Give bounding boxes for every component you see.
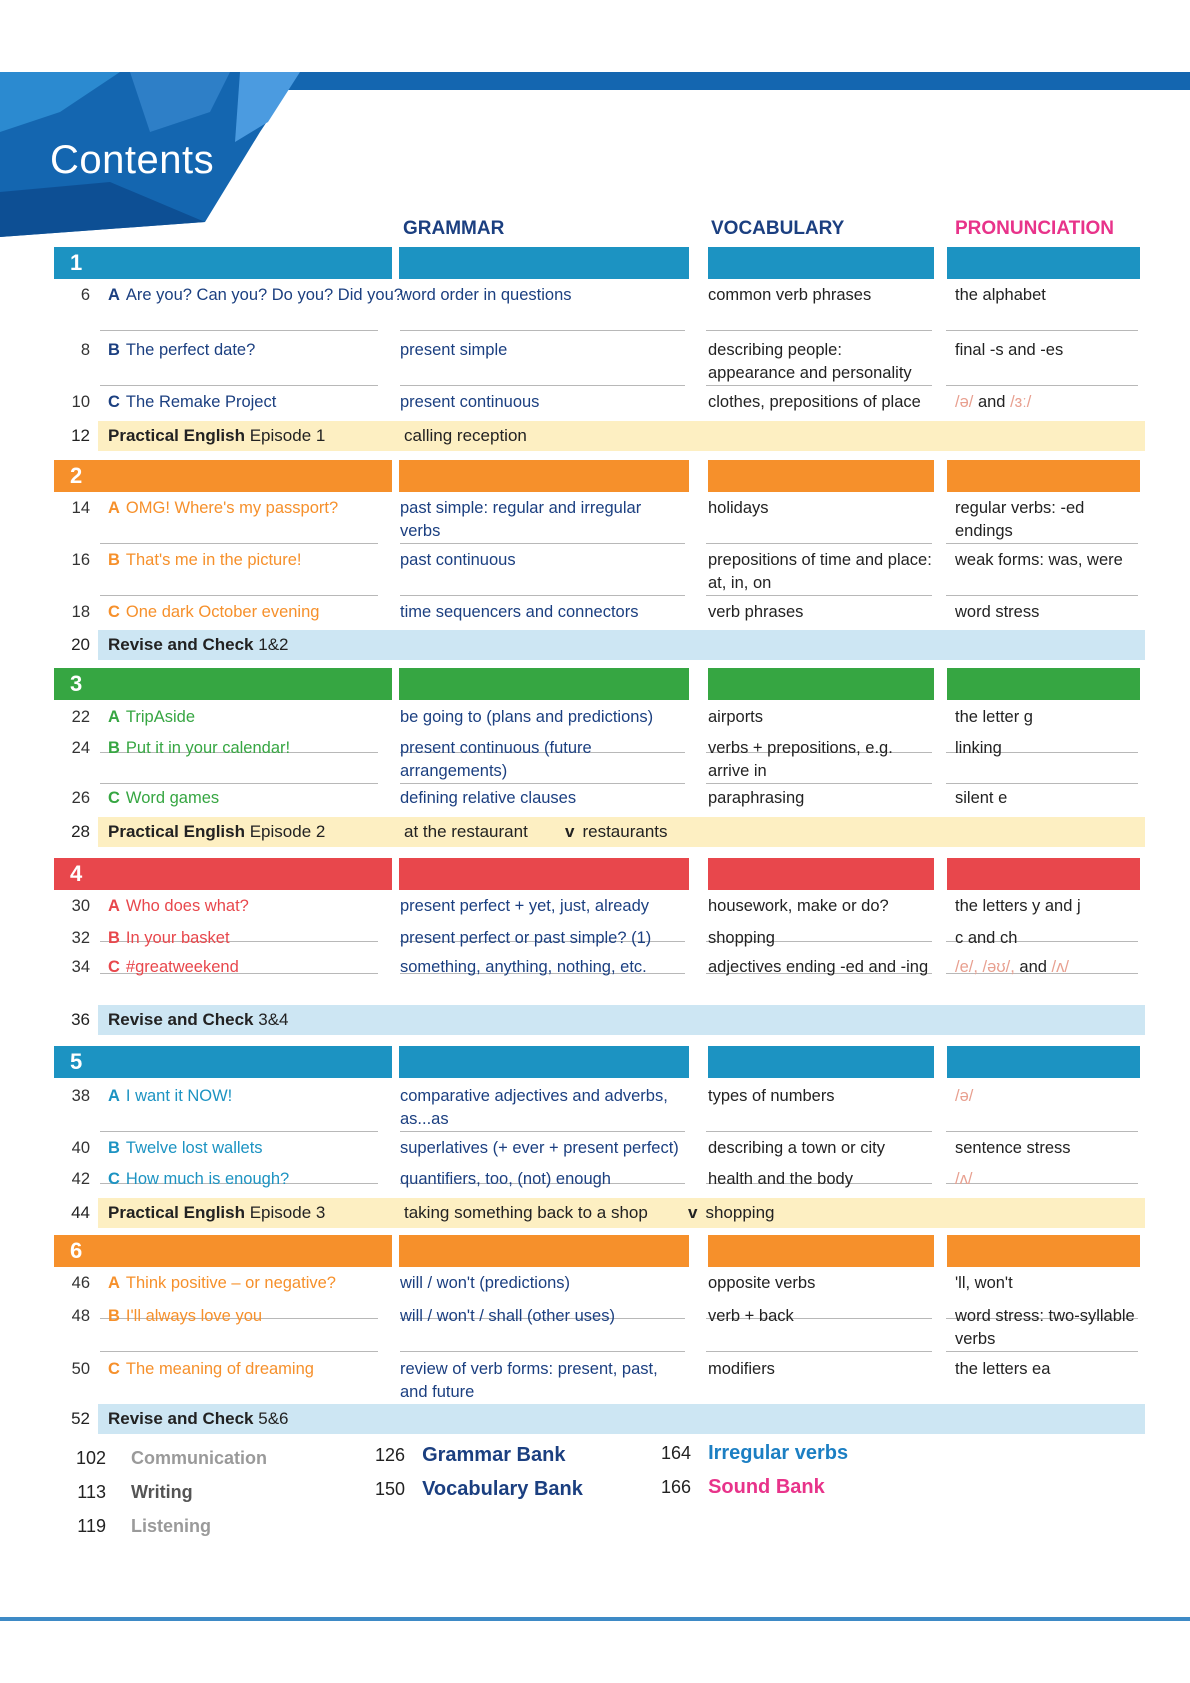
lesson-grammar: quantifiers, too, (not) enough (400, 1170, 611, 1188)
unit-color-bar (947, 1235, 1140, 1267)
band-extra (688, 421, 696, 451)
lesson-letter: A (108, 897, 120, 915)
row-divider (946, 1351, 1138, 1352)
footer-page: 113 (77, 1482, 106, 1502)
lesson-letter: C (108, 1170, 120, 1188)
lesson-letter: C (108, 393, 120, 411)
lesson-letter: B (108, 929, 120, 947)
lesson-page-number: 34 (71, 958, 90, 976)
lesson-grammar: past simple: regular and irregular verbs (400, 499, 642, 540)
lesson-pronunciation: linking (955, 739, 1002, 757)
lesson-pronunciation (955, 391, 1140, 414)
band-extra-label: v (688, 1203, 698, 1222)
lesson-row[interactable] (50, 549, 1145, 595)
lesson-title[interactable] (108, 1137, 408, 1160)
footer-irregular-verbs[interactable] (661, 1442, 848, 1465)
lesson-vocabulary: verb + back (708, 1307, 794, 1325)
lesson-grammar: something, anything, nothing, etc. (400, 958, 647, 976)
row-divider (400, 1351, 685, 1352)
lesson-grammar: present perfect or past simple? (1) (400, 929, 652, 947)
footer-page: 102 (75, 1448, 106, 1468)
band-title[interactable] (108, 421, 325, 451)
lesson-page-number: 30 (71, 897, 90, 915)
row-divider (706, 1131, 932, 1132)
lesson-title-text: OMG! Where's my passport? (125, 499, 339, 517)
lesson-page-number: 32 (71, 929, 90, 947)
lesson-page-number: 42 (71, 1170, 90, 1188)
row-divider (100, 1131, 378, 1132)
lesson-title-text: One dark October evening (125, 603, 320, 621)
ipa-symbol: /ʌ/ (955, 1170, 973, 1188)
lesson-letter: B (108, 1139, 120, 1157)
lesson-vocabulary: verbs + prepositions, e.g. arrive in (708, 739, 893, 780)
footer-label: Sound Bank (708, 1476, 825, 1498)
unit-color-bar (708, 1046, 934, 1078)
lesson-letter: B (108, 1307, 120, 1325)
unit-color-bar (708, 1235, 934, 1267)
lesson-title-text: Word games (125, 789, 220, 807)
unit-color-bar (399, 1235, 689, 1267)
band-title-bold: Practical English (108, 822, 245, 841)
lesson-vocabulary: opposite verbs (708, 1274, 816, 1292)
lesson-title[interactable] (108, 1358, 408, 1381)
lesson-title-text: In your basket (125, 929, 230, 947)
lesson-vocabulary: holidays (708, 499, 769, 517)
band-grammar: calling reception (404, 426, 527, 445)
row-divider (400, 330, 685, 331)
lesson-page-number: 24 (71, 739, 90, 757)
row-divider (946, 330, 1138, 331)
lesson-pronunciation: the alphabet (955, 286, 1046, 304)
row-divider (100, 330, 378, 331)
lesson-title[interactable] (108, 1305, 408, 1328)
lesson-title[interactable] (108, 1168, 408, 1191)
footer-label: Writing (131, 1482, 193, 1502)
lesson-title-text: TripAside (125, 708, 195, 726)
lesson-page-number: 8 (80, 341, 90, 359)
lesson-grammar: past continuous (400, 551, 516, 569)
lesson-pronunciation: weak forms: was, were (955, 551, 1123, 569)
bottom-rule (0, 1617, 1190, 1621)
footer-label: Vocabulary Bank (422, 1478, 583, 1500)
band-grammar: at the restaurant (404, 822, 528, 841)
row-divider (400, 1131, 685, 1132)
lesson-vocabulary: paraphrasing (708, 789, 805, 807)
lesson-title[interactable] (108, 391, 408, 414)
row-divider (706, 595, 932, 596)
lesson-row[interactable] (50, 1358, 1145, 1404)
footer-sound-bank[interactable] (661, 1476, 825, 1499)
band-extra (688, 1198, 774, 1228)
lesson-title[interactable] (108, 706, 408, 729)
lesson-vocabulary: describing people: appearance and personality (708, 341, 912, 382)
lesson-grammar: comparative adjectives and adverbs, as...as (400, 1087, 668, 1128)
lesson-title[interactable] (108, 601, 408, 624)
row-divider (706, 783, 932, 784)
lesson-grammar: time sequencers and connectors (400, 603, 639, 621)
footer-label: Listening (131, 1516, 212, 1536)
band-title[interactable] (108, 1005, 289, 1035)
footer-page: 150 (375, 1479, 406, 1499)
lesson-title[interactable] (108, 1085, 408, 1108)
lesson-title-text: Twelve lost wallets (125, 1139, 263, 1157)
lesson-title[interactable] (108, 956, 408, 979)
ipa-symbol: /ə/ (955, 1087, 974, 1105)
footer-communication[interactable] (66, 1448, 267, 1469)
lesson-page-number: 22 (71, 708, 90, 726)
band-page-number: 28 (71, 822, 90, 841)
lesson-vocabulary: shopping (708, 929, 775, 947)
lesson-page-number: 6 (80, 286, 90, 304)
lesson-title-text: The meaning of dreaming (125, 1360, 314, 1378)
band-title[interactable] (108, 817, 325, 847)
band-title[interactable] (108, 1198, 325, 1228)
lesson-pronunciation: final -s and -es (955, 341, 1064, 359)
footer-listening[interactable] (66, 1516, 211, 1537)
lesson-row[interactable] (50, 339, 1145, 385)
page-title: Contents (50, 138, 215, 182)
lesson-row[interactable] (50, 1085, 1145, 1131)
lesson-row[interactable] (50, 737, 1145, 783)
lesson-page-number: 48 (71, 1307, 90, 1325)
footer-page: 166 (661, 1477, 692, 1497)
row-divider (946, 543, 1138, 544)
row-divider (706, 330, 932, 331)
lesson-vocabulary: modifiers (708, 1360, 775, 1378)
footer-label: Communication (131, 1448, 268, 1468)
pron-connector: and (973, 393, 1011, 411)
footer-page: 126 (375, 1445, 406, 1465)
lesson-pronunciation: 'll, won't (955, 1274, 1013, 1292)
lesson-letter: B (108, 341, 120, 359)
lesson-pronunciation (955, 1085, 1140, 1108)
lesson-page-number: 40 (71, 1139, 90, 1157)
band-title-rest: Episode 3 (245, 1203, 326, 1222)
unit-number-bar: 2 (54, 460, 392, 492)
lesson-grammar: be going to (plans and predictions) (400, 708, 654, 726)
lesson-title-text: Are you? Can you? Do you? Did you? (125, 286, 403, 304)
unit-color-bar (947, 668, 1140, 700)
lesson-grammar: present continuous (future arrangements) (400, 739, 592, 780)
lesson-grammar: present simple (400, 341, 508, 359)
row-divider (100, 385, 378, 386)
ipa-symbol: /ʌ/ (1051, 958, 1069, 976)
row-divider (400, 595, 685, 596)
pronunciation-header: PRONUNCIATION (955, 218, 1115, 239)
lesson-page-number: 50 (71, 1360, 90, 1378)
lesson-grammar: word order in questions (400, 286, 572, 304)
ipa-symbol: /ə/ (955, 393, 974, 411)
lesson-title[interactable] (108, 895, 408, 918)
row-divider (100, 1351, 378, 1352)
footer-label: Irregular verbs (708, 1442, 849, 1464)
band-title-rest: Episode 1 (245, 426, 326, 445)
lesson-letter: A (108, 708, 120, 726)
unit-color-bar (947, 858, 1140, 890)
lesson-pronunciation: word stress: two-syllable verbs (955, 1307, 1135, 1348)
row-divider (100, 543, 378, 544)
row-divider (946, 1131, 1138, 1132)
row-divider (946, 783, 1138, 784)
lesson-vocabulary: adjectives ending -ed and -ing (708, 958, 929, 976)
unit-color-bar (708, 858, 934, 890)
lesson-title-text: Who does what? (125, 897, 249, 915)
lesson-letter: C (108, 603, 120, 621)
unit-color-bar (708, 668, 934, 700)
lesson-letter: A (108, 286, 120, 304)
footer-page: 164 (661, 1443, 692, 1463)
lesson-page-number: 46 (71, 1274, 90, 1292)
footer-grammar-bank[interactable] (375, 1444, 565, 1467)
lesson-title-text: How much is enough? (125, 1170, 290, 1188)
lesson-letter: C (108, 789, 120, 807)
lesson-title-text: I want it NOW! (125, 1087, 233, 1105)
lesson-page-number: 10 (71, 393, 90, 411)
lesson-row[interactable] (50, 284, 1145, 330)
lesson-grammar: present continuous (400, 393, 540, 411)
row-divider (946, 385, 1138, 386)
lesson-letter: B (108, 551, 120, 569)
unit-color-bar (399, 668, 689, 700)
band-extra (688, 1005, 696, 1035)
band-extra (565, 817, 668, 847)
lesson-letter: C (108, 1360, 120, 1378)
row-divider (400, 385, 685, 386)
unit-number-bar: 4 (54, 858, 392, 890)
band-title[interactable] (108, 1404, 289, 1434)
lesson-row[interactable] (50, 956, 1145, 1002)
lesson-letter: A (108, 499, 120, 517)
lesson-page-number: 14 (71, 499, 90, 517)
unit-color-bar (399, 460, 689, 492)
lesson-page-number: 38 (71, 1087, 90, 1105)
lesson-letter: C (108, 958, 120, 976)
band-title-bold: Revise and Check (108, 1409, 254, 1428)
lesson-page-number: 18 (71, 603, 90, 621)
lesson-vocabulary: health and the body (708, 1170, 853, 1188)
lesson-pronunciation (955, 956, 1140, 979)
lesson-grammar: defining relative clauses (400, 789, 577, 807)
lesson-grammar: will / won't (predictions) (400, 1274, 571, 1292)
lesson-pronunciation: sentence stress (955, 1139, 1071, 1157)
lesson-pronunciation: silent e (955, 789, 1008, 807)
band-title-rest: 3&4 (253, 1010, 289, 1029)
lesson-grammar: will / won't / shall (other uses) (400, 1307, 615, 1325)
band-title-rest: Episode 2 (245, 822, 326, 841)
row-divider (706, 385, 932, 386)
band-title-bold: Practical English (108, 426, 245, 445)
band-title-bold: Revise and Check (108, 1010, 254, 1029)
unit-color-bar (947, 460, 1140, 492)
lesson-grammar: present perfect + yet, just, already (400, 897, 650, 915)
vocabulary-header: VOCABULARY (711, 218, 845, 239)
lesson-title[interactable] (108, 549, 408, 572)
lesson-title-text: Think positive – or negative? (125, 1274, 336, 1292)
lesson-pronunciation: the letter g (955, 708, 1033, 726)
pron-connector: and (1014, 958, 1052, 976)
band-extra-label: v (565, 822, 575, 841)
row-divider (706, 543, 932, 544)
unit-color-bar (708, 247, 934, 279)
lesson-title[interactable] (108, 737, 408, 760)
lesson-grammar: review of verb forms: present, past, and future (400, 1360, 658, 1401)
lesson-title-text: #greatweekend (125, 958, 239, 976)
lesson-grammar: superlatives (+ ever + present perfect) (400, 1139, 679, 1157)
lesson-pronunciation: word stress (955, 603, 1040, 621)
lesson-title-text: The Remake Project (125, 393, 277, 411)
lesson-pronunciation: the letters y and j (955, 897, 1081, 915)
unit-number-bar: 5 (54, 1046, 392, 1078)
lesson-vocabulary: airports (708, 708, 764, 726)
unit-color-bar (399, 858, 689, 890)
band-extra (688, 1404, 696, 1434)
row-divider (400, 543, 685, 544)
lesson-title-text: That's me in the picture! (125, 551, 302, 569)
band-title-rest: 5&6 (253, 1409, 289, 1428)
lesson-title-text: Put it in your calendar! (125, 739, 291, 757)
lesson-title[interactable] (108, 1272, 408, 1295)
band-extra-text: restaurants (582, 822, 668, 841)
lesson-title-text: I'll always love you (125, 1307, 263, 1325)
band-grammar: taking something back to a shop (404, 1203, 648, 1222)
lesson-vocabulary: describing a town or city (708, 1139, 885, 1157)
band-title-rest: 1&2 (253, 635, 289, 654)
band-title-bold: Practical English (108, 1203, 245, 1222)
lesson-title[interactable] (108, 787, 408, 810)
lesson-page-number: 16 (71, 551, 90, 569)
row-divider (100, 783, 378, 784)
lesson-title-text: The perfect date? (125, 341, 256, 359)
lesson-pronunciation: c and ch (955, 929, 1018, 947)
lesson-row[interactable] (50, 497, 1145, 543)
band-page-number: 44 (71, 1203, 90, 1222)
lesson-vocabulary: prepositions of time and place: at, in, on (708, 551, 932, 592)
ipa-symbol: /ɜː/ (1010, 393, 1032, 411)
lesson-vocabulary: common verb phrases (708, 286, 872, 304)
lesson-vocabulary: types of numbers (708, 1087, 835, 1105)
lesson-title[interactable] (108, 339, 408, 362)
lesson-pronunciation: the letters ea (955, 1360, 1051, 1378)
band-page-number: 52 (71, 1409, 90, 1428)
footer-writing[interactable] (66, 1482, 193, 1503)
unit-color-bar (708, 460, 934, 492)
footer-vocabulary-bank[interactable] (375, 1478, 583, 1501)
lesson-letter: B (108, 739, 120, 757)
unit-color-bar (399, 1046, 689, 1078)
footer-label: Grammar Bank (422, 1444, 566, 1466)
band-title[interactable] (108, 630, 289, 660)
lesson-row[interactable] (50, 1305, 1145, 1351)
unit-color-bar (947, 247, 1140, 279)
row-divider (400, 783, 685, 784)
lesson-pronunciation (955, 1168, 1140, 1191)
ipa-symbol: /e/, /əʊ/, (955, 958, 1015, 976)
lesson-vocabulary: housework, make or do? (708, 897, 889, 915)
lesson-vocabulary: clothes, prepositions of place (708, 393, 921, 411)
unit-number-bar: 3 (54, 668, 392, 700)
lesson-title[interactable] (108, 927, 408, 950)
unit-color-bar (947, 1046, 1140, 1078)
lesson-letter: A (108, 1274, 120, 1292)
band-extra-text: shopping (705, 1203, 775, 1222)
lesson-page-number: 26 (71, 789, 90, 807)
unit-number-bar: 1 (54, 247, 392, 279)
band-extra (688, 630, 696, 660)
lesson-title[interactable] (108, 284, 408, 307)
lesson-pronunciation: regular verbs: -ed endings (955, 499, 1085, 540)
footer-page: 119 (77, 1516, 106, 1536)
band-page-number: 12 (71, 426, 90, 445)
band-title-bold: Revise and Check (108, 635, 254, 654)
lesson-vocabulary: verb phrases (708, 603, 804, 621)
grammar-header: GRAMMAR (403, 218, 505, 239)
band-page-number: 36 (71, 1010, 90, 1029)
unit-number-bar: 6 (54, 1235, 392, 1267)
row-divider (946, 595, 1138, 596)
unit-color-bar (399, 247, 689, 279)
band-page-number: 20 (71, 635, 90, 654)
lesson-letter: A (108, 1087, 120, 1105)
lesson-title[interactable] (108, 497, 408, 520)
row-divider (100, 595, 378, 596)
row-divider (706, 1351, 932, 1352)
